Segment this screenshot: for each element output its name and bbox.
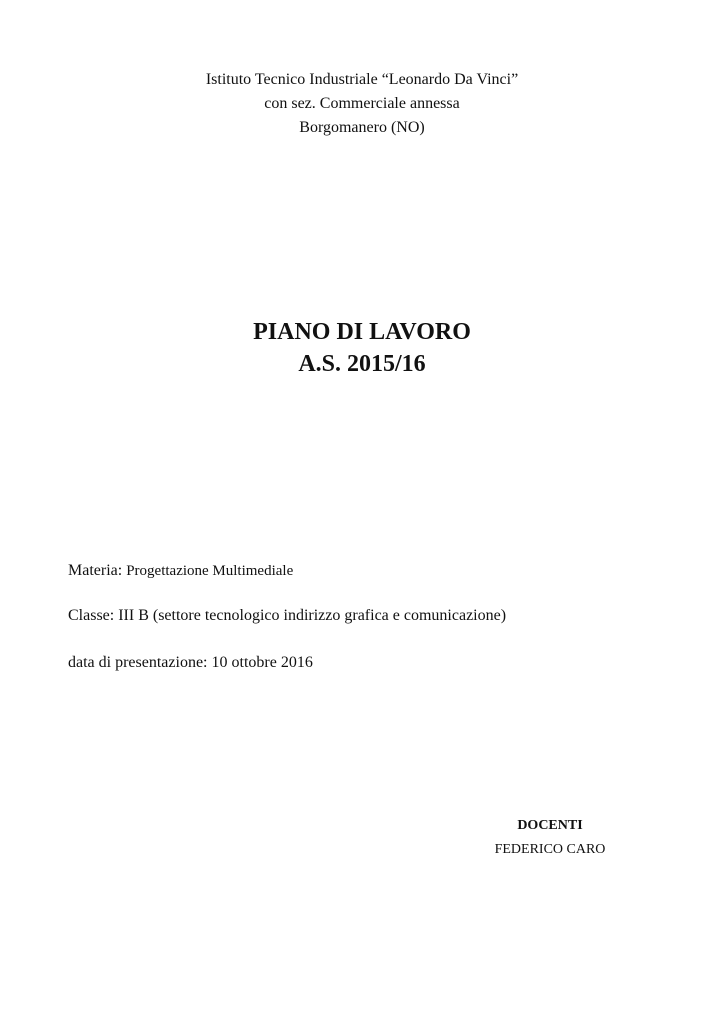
school-year: A.S. 2015/16 <box>298 351 426 377</box>
presentation-date-line <box>68 653 313 673</box>
school-section: con sez. Commerciale annessa <box>264 95 460 112</box>
teacher-name: FEDERICO CARO <box>494 842 606 857</box>
class-value: III B (settore tecnologico indirizzo grafica e comunicazione) <box>118 607 507 624</box>
class-label: Classe: <box>68 607 115 624</box>
subject-value: Progettazione Multimediale <box>126 563 294 579</box>
document-title-block <box>0 316 724 380</box>
class-line <box>68 606 506 626</box>
document-title: PIANO DI LAVORO <box>253 319 471 345</box>
subject-label: Materia: <box>68 562 123 579</box>
school-name: Istituto Tecnico Industriale “Leonardo Da Vinci” <box>205 71 519 88</box>
subject-line <box>68 561 293 581</box>
presentation-date-label: data di presentazione: <box>68 654 208 671</box>
school-header <box>0 68 724 140</box>
presentation-date-value: 10 ottobre 2016 <box>211 654 313 671</box>
teachers-block <box>470 814 630 862</box>
teachers-label: DOCENTI <box>517 818 583 833</box>
school-location: Borgomanero (NO) <box>299 119 425 136</box>
